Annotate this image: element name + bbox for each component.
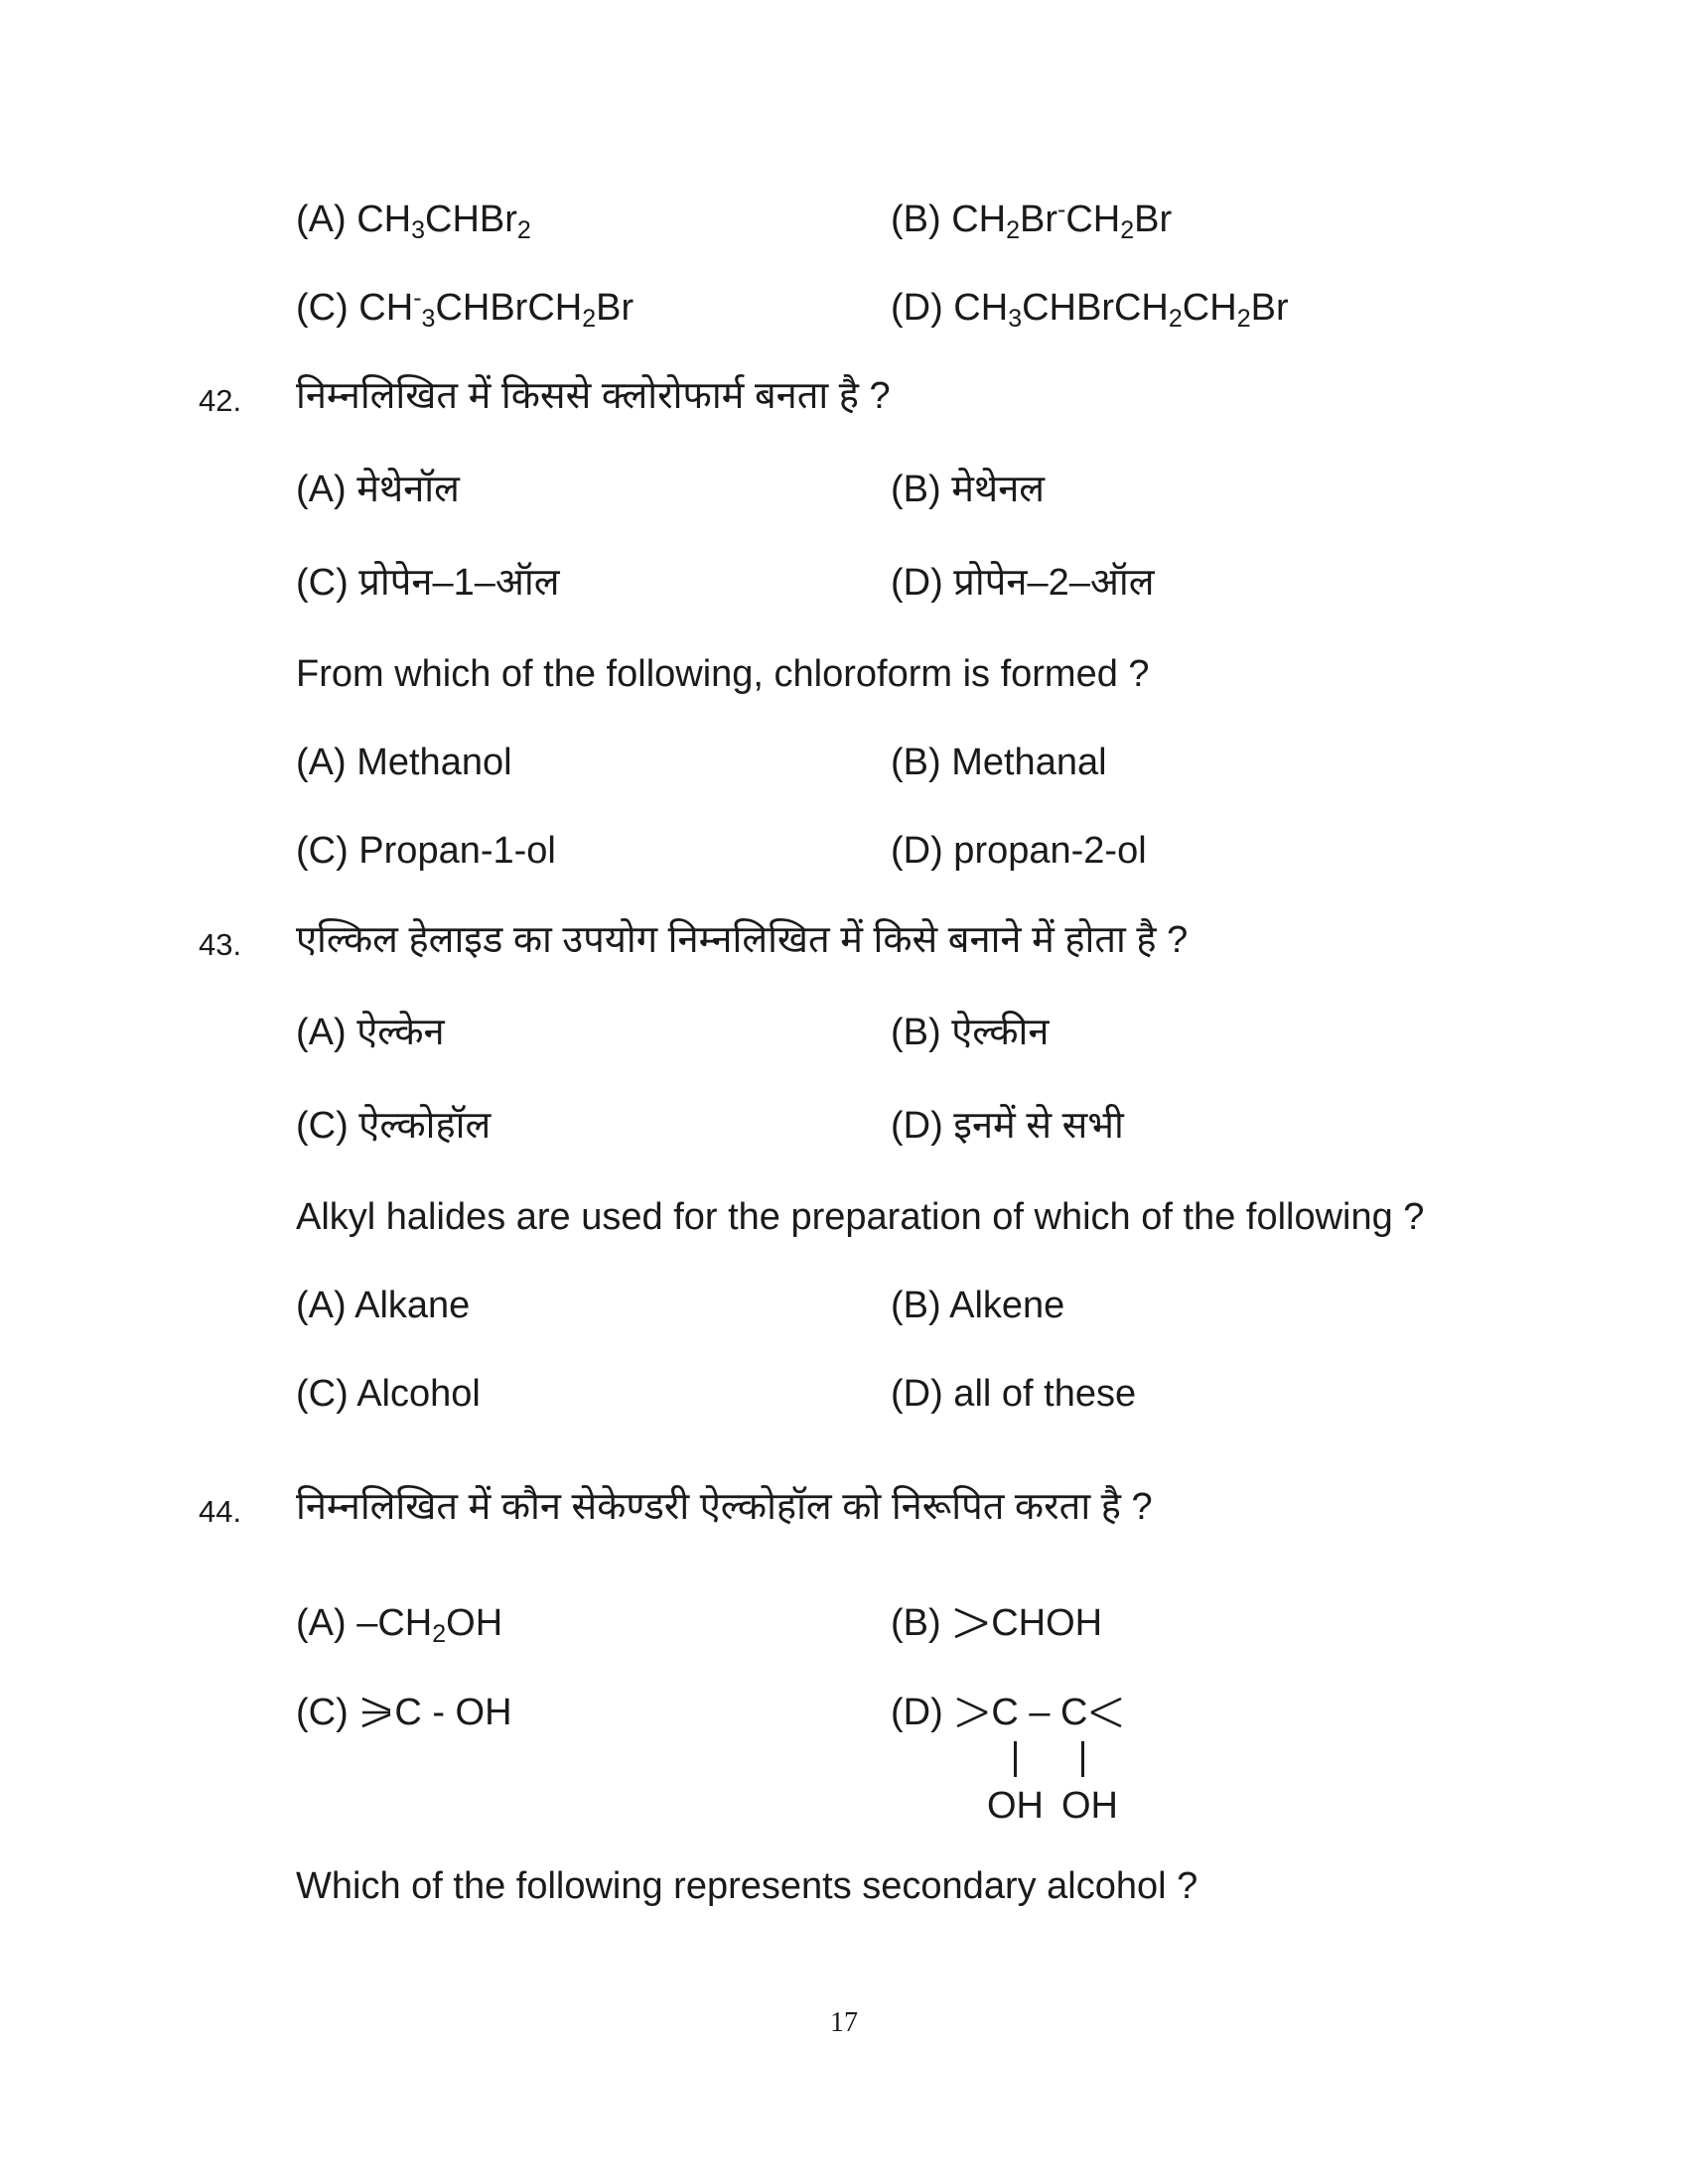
q43-english-option-c: (C) Alcohol [296, 1373, 481, 1415]
q42-hindi-question: निम्नलिखित में किससे क्लोरोफार्म बनता है ? [296, 375, 891, 417]
q42-english-option-c: (C) Propan-1-ol [296, 830, 556, 872]
q43-hindi-question: एल्किल हेलाइड का उपयोग निम्नलिखित में किसे बनाने में होता है ? [296, 919, 1189, 961]
right-carbon-bonds-icon [1087, 1693, 1125, 1732]
q42-number: 42. [199, 383, 242, 418]
bond-line-2 [1081, 1741, 1084, 1777]
q43-hindi-option-b: (B) ऐल्कीन [891, 1012, 1050, 1053]
page-number: 17 [830, 2007, 858, 2038]
q43-english-question: Alkyl halides are used for the preparation of which of the following ? [296, 1196, 1425, 1238]
q44-option-c: (C) C - OH [296, 1692, 512, 1733]
q44-option-b: (B) CHOH [891, 1602, 1103, 1644]
q42-english-question: From which of the following, chloroform is formed ? [296, 653, 1150, 695]
q42-hindi-option-a: (A) मेथेनॉल [296, 469, 460, 510]
q43-hindi-option-a: (A) ऐल्केन [296, 1012, 445, 1053]
q41-option-b: (B) $CH_2Br^-CH_2Br$ [891, 196, 1173, 244]
secondary-carbon-bonds-icon [951, 1603, 991, 1643]
q42-english-option-d: (D) propan-2-ol [891, 830, 1147, 872]
q44-english-question: Which of the following represents secondary alcohol ? [296, 1865, 1198, 1907]
q42-hindi-option-b: (B) मेथेनल [891, 469, 1046, 510]
q41-option-c: (C) $CH^-_3CHBrCH_2Br$ [296, 284, 634, 333]
q44-option-a: (A) $-CH_2OH$ [296, 1602, 503, 1648]
q43-english-option-d: (D) all of these [891, 1373, 1137, 1415]
q43-hindi-option-c: (C) ऐल्कोहॉल [296, 1105, 492, 1147]
bond-line-1 [1014, 1741, 1017, 1777]
q42-english-option-b: (B) Methanal [891, 742, 1107, 783]
q42-hindi-option-c: (C) प्रोपेन–1–ऑल [296, 562, 560, 604]
q43-hindi-option-d: (D) इनमें से सभी [891, 1105, 1124, 1147]
hydroxyl-label-2: OH [1061, 1785, 1118, 1827]
hydroxyl-label-1: OH [987, 1785, 1044, 1827]
q43-number: 43. [199, 927, 242, 962]
q41-option-d: (D) $CH_3CHBrCH_2CH_2Br$ [891, 287, 1289, 333]
q41-option-a: (A) $CH_3CHBr_2$ [296, 199, 531, 244]
q44-number: 44. [199, 1494, 242, 1529]
q43-english-option-b: (B) Alkene [891, 1285, 1065, 1326]
q43-english-option-a: (A) Alkane [296, 1285, 471, 1326]
q44-option-d: (D) C – C OH OH [891, 1690, 1189, 1839]
tertiary-carbon-bonds-icon [358, 1693, 394, 1732]
q42-english-option-a: (A) Methanol [296, 742, 512, 783]
left-carbon-bonds-icon [953, 1693, 991, 1732]
q44-hindi-question: निम्नलिखित में कौन सेकेण्डरी ऐल्कोहॉल को निरूपित करता है ? [296, 1486, 1153, 1528]
q42-hindi-option-d: (D) प्रोपेन–2–ऑल [891, 562, 1155, 604]
